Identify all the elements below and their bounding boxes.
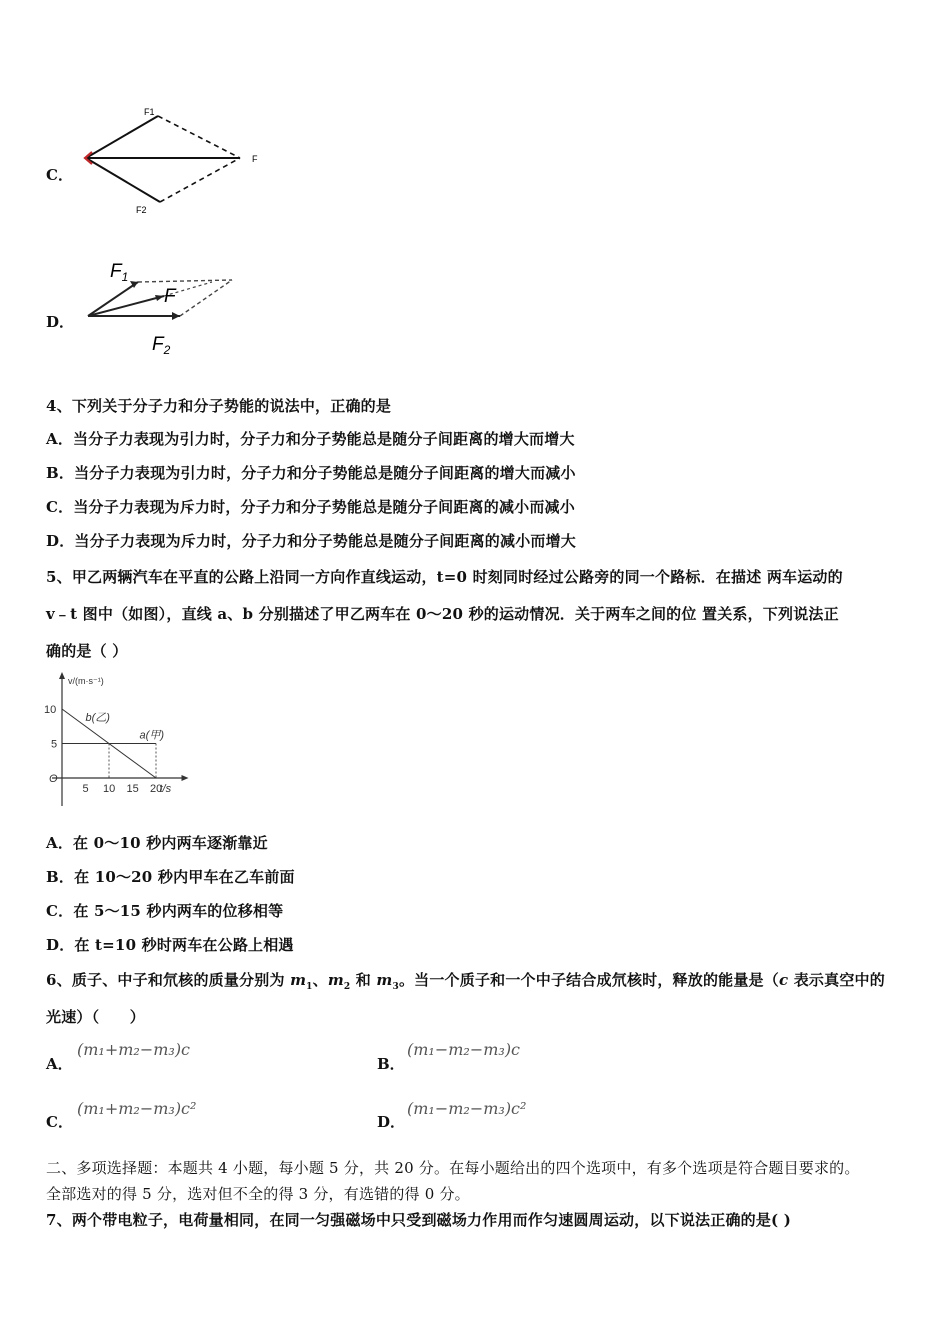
q6-option-c-label: C． bbox=[46, 1113, 73, 1131]
force-diagram-c bbox=[80, 102, 270, 220]
q6-formula-b: (m₁−m₂−m₃)c bbox=[407, 1040, 521, 1059]
q5-stem-line2: v﹣t 图中（如图），直线 a、b 分别描述了甲乙两车在 0～20 秒的运动情况．关于两车之间的位 置关系，下列说法正 bbox=[46, 605, 839, 623]
q6-option-b-label: B． bbox=[377, 1055, 405, 1073]
d-f1-vector bbox=[88, 282, 138, 316]
y-axis-label: v/(m·s⁻¹) bbox=[68, 676, 104, 686]
d-f1-text: $F_1$ bbox=[110, 261, 129, 284]
f1-dash bbox=[158, 116, 240, 158]
x-tick-label-15: 15 bbox=[126, 783, 139, 795]
q4-stem: 4、下列关于分子力和分子势能的说法中，正确的是 bbox=[46, 397, 392, 415]
q6-stem-line2: 光速）（ ） bbox=[46, 1008, 145, 1026]
x-axis-arrow bbox=[182, 775, 189, 781]
q4-option-b: B．当分子力表现为引力时，分子力和分子势能总是随分子间距离的增大而减小 bbox=[46, 464, 576, 482]
q4-option-d: D．当分子力表现为斥力时，分子力和分子势能总是随分子间距离的减小而增大 bbox=[46, 532, 577, 550]
f-text: F bbox=[252, 154, 258, 164]
f2-vector bbox=[86, 158, 160, 202]
q5-option-a: A．在 0～10 秒内两车逐渐靠近 bbox=[46, 834, 268, 852]
x-tick-label-20: 20 bbox=[150, 783, 163, 795]
vt-chart bbox=[40, 670, 220, 810]
series-b-label: b(乙) bbox=[85, 711, 110, 724]
origin-label: O bbox=[49, 773, 58, 785]
f1-vector bbox=[86, 116, 158, 158]
q4-option-c: C．当分子力表现为斥力时，分子力和分子势能总是随分子间距离的减小而减小 bbox=[46, 498, 575, 516]
d-f2-text: $F_2$ bbox=[152, 334, 171, 357]
q5-stem-line1: 5、甲乙两辆汽车在平直的公路上沿同一方向作直线运动，t=0 时刻同时经过公路旁的同一个路标．在描述 两车运动的 bbox=[46, 568, 843, 586]
option-c-label: C． bbox=[46, 166, 73, 184]
y-tick-label-10: 10 bbox=[44, 704, 57, 716]
x-tick-label-10: 10 bbox=[103, 783, 116, 795]
q5-option-c: C．在 5～15 秒内两车的位移相等 bbox=[46, 902, 284, 920]
d-f-text: F bbox=[164, 286, 176, 307]
series-a-label: a(甲) bbox=[139, 729, 165, 742]
f1-text: F1 bbox=[144, 107, 155, 117]
section2-line2: 全部选对的得 5 分，选对但不全的得 3 分，有选错的得 0 分。 bbox=[46, 1185, 470, 1203]
q5-option-d: D．在 t=10 秒时两车在公路上相遇 bbox=[46, 936, 294, 954]
q6-option-d-label: D． bbox=[377, 1113, 406, 1131]
x-tick-label-5: 5 bbox=[82, 783, 89, 795]
q6-stem-line1: 6、质子、中子和氘核的质量分别为 $m_1$、$m_2$ 和 $m_3$。当一个质子和一个中子结合成氘核时，释放的能量是（c 表示真空中的 bbox=[46, 971, 885, 992]
q6-formula-d: (m₁−m₂−m₃)c² bbox=[407, 1099, 527, 1118]
q6-option-a-label: A． bbox=[46, 1055, 73, 1073]
q7-stem: 7、两个带电粒子，电荷量相同，在同一匀强磁场中只受到磁场力作用而作匀速圆周运动，以下说法正确的是( ) bbox=[46, 1211, 792, 1229]
q5-stem-line3: 确的是（ ） bbox=[46, 642, 128, 660]
q6-formula-a: (m₁+m₂−m₃)c bbox=[77, 1040, 191, 1059]
q4-option-a: A．当分子力表现为引力时，分子力和分子势能总是随分子间距离的增大而增大 bbox=[46, 430, 575, 448]
q5-option-b: B．在 10～20 秒内甲车在乙车前面 bbox=[46, 868, 295, 886]
section2-line1: 二、多项选择题：本题共 4 小题，每小题 5 分，共 20 分。在每小题给出的四个选项中，有多个选项是符合题目要求的。 bbox=[46, 1159, 860, 1177]
f2-text: F2 bbox=[136, 205, 147, 215]
d-f-vector bbox=[88, 296, 164, 316]
q6-formula-c: (m₁+m₂−m₃)c² bbox=[77, 1099, 197, 1118]
force-diagram-d bbox=[80, 254, 250, 364]
f2-dash bbox=[160, 158, 240, 202]
option-d-label: D． bbox=[46, 313, 75, 331]
x-axis-label: t/s bbox=[159, 783, 172, 795]
y-axis-arrow bbox=[59, 672, 65, 679]
y-tick-label-5: 5 bbox=[51, 738, 58, 751]
